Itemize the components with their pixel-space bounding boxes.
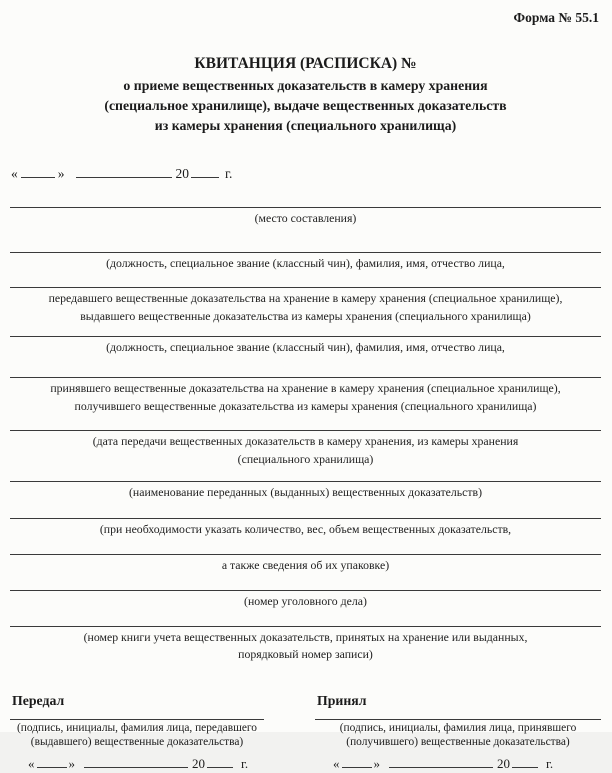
field-caption: порядковый номер записи) xyxy=(238,647,373,662)
transferor-block xyxy=(10,692,264,773)
write-in-line xyxy=(10,287,601,288)
field-caption: (должность, специальное звание (классный чин), фамилия, имя, отчество лица, xyxy=(106,340,505,355)
field-caption: (при необходимости указать количество, вес, объем вещественных доказательств, xyxy=(99,521,512,536)
receiver-signature-line xyxy=(315,719,601,720)
month-blank-line xyxy=(389,754,493,768)
form-field xyxy=(10,430,601,466)
receiver-caption-2: (получившего) вещественные доказательства) xyxy=(346,735,570,748)
form-title-sub-2: (специальное хранилище), выдаче вещественных доказательств xyxy=(104,98,507,113)
form-title xyxy=(10,52,601,136)
transferor-caption-1: (подпись, инициалы, фамилия лица, передавшего xyxy=(17,721,257,734)
transferor-caption-2: (выдавшего) вещественные доказательства) xyxy=(30,735,244,748)
year-blank-line xyxy=(512,754,538,768)
transferor-date-line xyxy=(10,754,264,773)
form-number: Форма № 55.1 xyxy=(513,10,599,25)
write-in-line xyxy=(10,590,601,591)
year-suffix: г. xyxy=(546,755,554,771)
form-field xyxy=(10,287,601,323)
field-caption: а также сведения об их упаковке) xyxy=(221,557,390,572)
write-in-line xyxy=(10,481,601,482)
day-blank-line xyxy=(37,754,67,768)
form-field xyxy=(10,626,601,662)
receiver-label: Принял xyxy=(317,692,367,708)
open-quote: « xyxy=(11,166,18,181)
close-quote: » xyxy=(68,755,75,771)
write-in-line xyxy=(10,430,601,431)
year-suffix: г. xyxy=(225,166,233,181)
field-caption: (место составления) xyxy=(254,211,357,225)
transferor-signature-line xyxy=(10,719,264,720)
month-blank-line xyxy=(76,164,172,178)
field-caption: передавшего вещественные доказательства на хранение в камеру хранения (специальное хранилище), xyxy=(48,291,563,306)
form-title-sub-1: о приеме вещественных доказательств в камеру хранения xyxy=(123,78,488,93)
field-caption: получившего вещественные доказательства из камеры хранения (специального хранилища) xyxy=(74,398,537,413)
signature-section xyxy=(10,692,601,773)
field-caption: (номер книги учета вещественных доказательств, принятых на хранение или выданных, xyxy=(83,629,528,644)
field-caption: принявшего вещественные доказательства на хранение в камеру хранения (специальное хранилище), xyxy=(50,380,561,395)
year-suffix: г. xyxy=(241,755,249,771)
year-blank-line xyxy=(207,754,233,768)
year-prefix: 20 xyxy=(175,166,189,181)
transferor-label: Передал xyxy=(12,692,65,708)
form-field xyxy=(10,336,601,355)
month-blank-line xyxy=(84,754,188,768)
field-caption: выдавшего вещественные доказательства из камеры хранения (специального хранилища) xyxy=(80,308,531,323)
write-in-line xyxy=(10,207,601,208)
receiver-date-line xyxy=(315,754,601,773)
field-caption: (специального хранилища) xyxy=(237,451,374,466)
field-caption: (номер уголовного дела) xyxy=(244,594,367,609)
close-quote: » xyxy=(57,166,65,181)
write-in-line xyxy=(10,336,601,337)
day-blank-line xyxy=(342,754,372,768)
form-field xyxy=(10,252,601,271)
form-field xyxy=(10,590,601,609)
receiver-caption-1: (подпись, инициалы, фамилия лица, принявшего xyxy=(339,721,577,734)
day-blank-line xyxy=(21,164,55,178)
year-prefix: 20 xyxy=(497,755,510,771)
year-prefix: 20 xyxy=(192,755,205,771)
form-field xyxy=(10,481,601,500)
field-caption: (дата передачи вещественных доказательств в камеру хранения, из камеры хранения xyxy=(92,434,519,449)
form-field xyxy=(10,518,601,537)
field-caption: (наименование переданных (выданных) вещественных доказательств) xyxy=(128,485,483,500)
close-quote: » xyxy=(373,755,380,771)
form-field xyxy=(10,377,601,413)
write-in-line xyxy=(10,518,601,519)
year-blank-line xyxy=(191,164,219,178)
form-field xyxy=(10,554,601,573)
open-quote: « xyxy=(333,755,340,771)
form-title-main: КВИТАНЦИЯ (РАСПИСКА) № xyxy=(194,55,417,72)
field-caption: (должность, специальное звание (классный чин), фамилия, имя, отчество лица, xyxy=(106,255,505,270)
form-title-sub-3: из камеры хранения (специального хранилища) xyxy=(154,118,457,133)
document-date-line xyxy=(10,164,601,184)
form-fields xyxy=(10,207,601,662)
write-in-line xyxy=(10,554,601,555)
write-in-line xyxy=(10,626,601,627)
write-in-line xyxy=(10,252,601,253)
receiver-block xyxy=(315,692,601,773)
open-quote: « xyxy=(28,755,35,771)
write-in-line xyxy=(10,377,601,378)
form-field xyxy=(10,207,601,226)
